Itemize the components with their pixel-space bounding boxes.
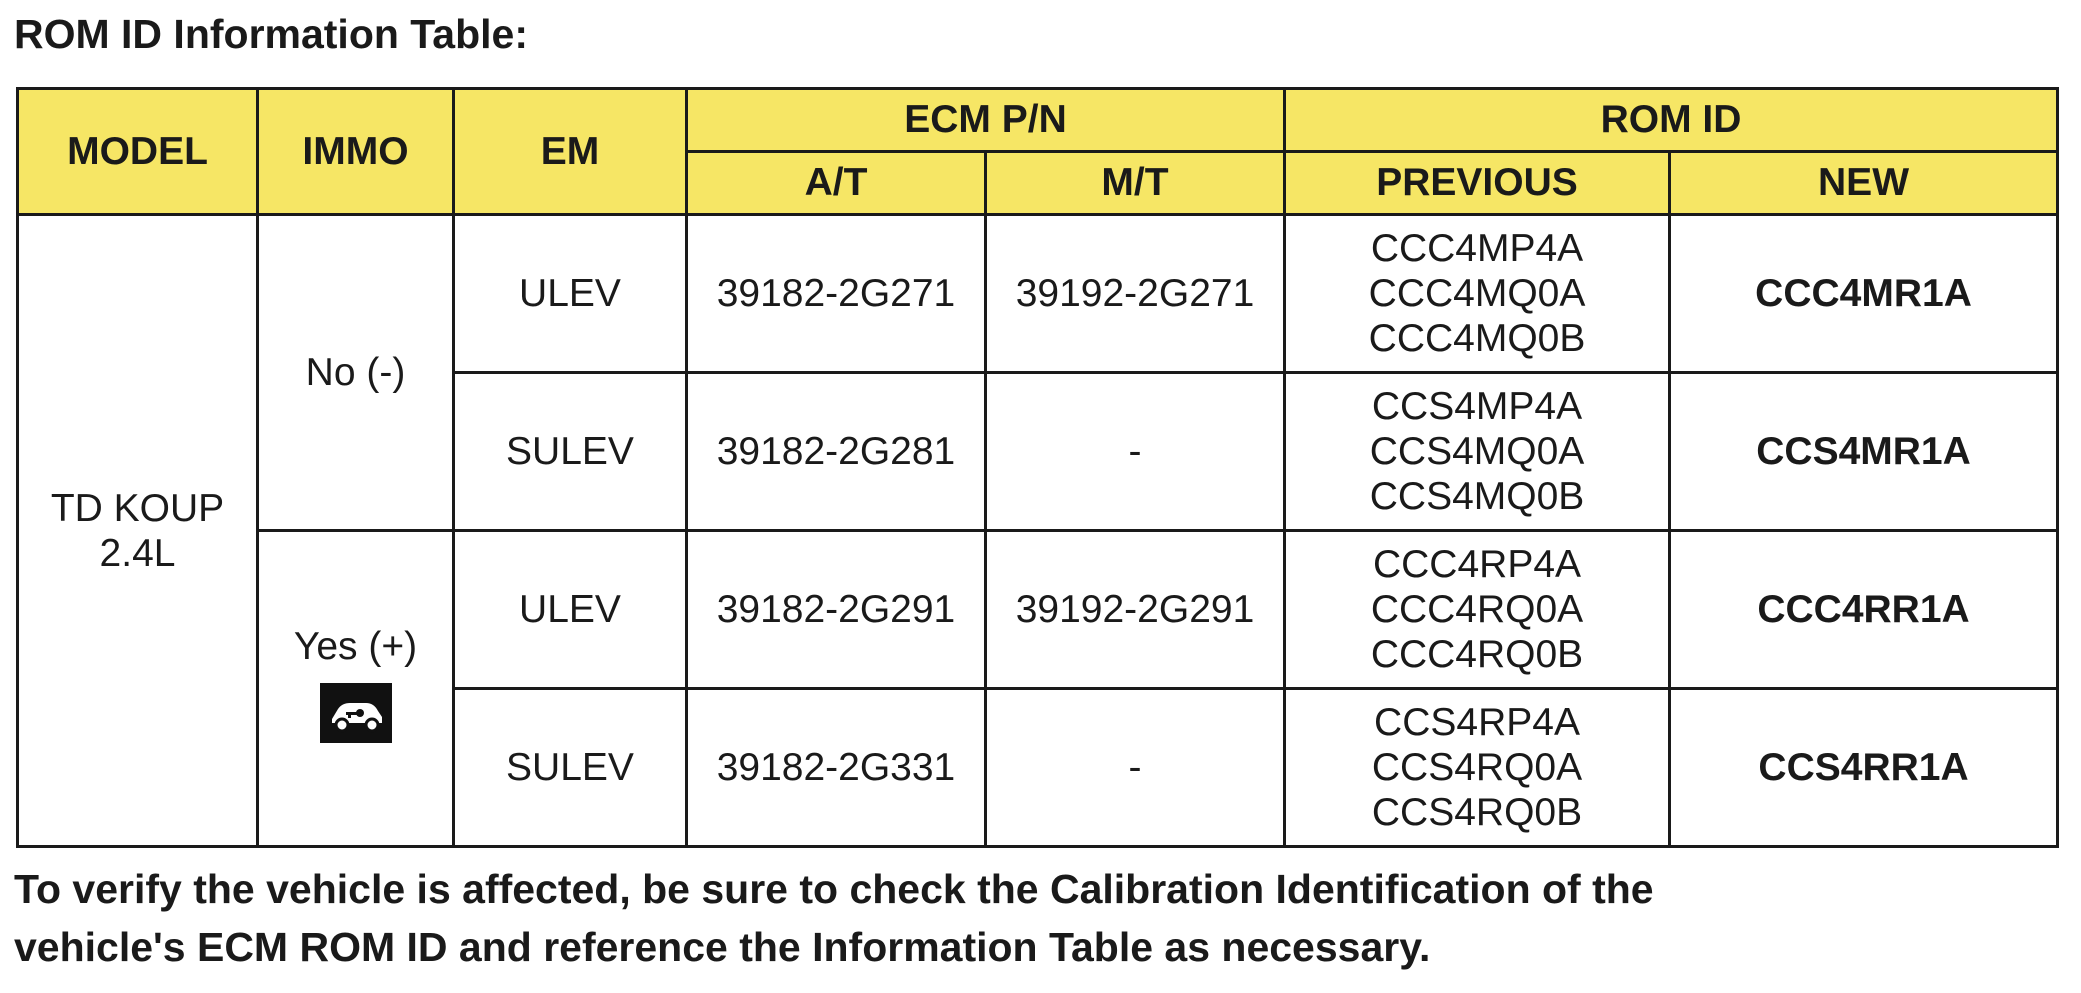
at-pn-cell: 39182-2G291	[687, 531, 986, 689]
em-cell: SULEV	[454, 689, 687, 847]
previous-rom-cell	[1285, 215, 1670, 373]
immo-yes-cell	[258, 531, 454, 847]
immo-no-cell: No (-)	[258, 215, 454, 531]
new-rom-cell: CCS4MR1A	[1670, 373, 2058, 531]
previous-rom-id: CCS4MP4A	[1371, 385, 1583, 428]
table-row	[18, 531, 2058, 689]
em-cell: ULEV	[454, 531, 687, 689]
new-rom-cell: CCC4RR1A	[1670, 531, 2058, 689]
model-name: TD KOUP	[50, 486, 225, 530]
new-rom-cell: CCS4RR1A	[1670, 689, 2058, 847]
rom-id-table	[16, 87, 2059, 848]
previous-rom-cell	[1285, 373, 1670, 531]
em-cell: SULEV	[454, 373, 687, 531]
mt-pn-cell: -	[986, 689, 1285, 847]
header-row-1	[18, 89, 2058, 152]
new-rom-cell: CCC4MR1A	[1670, 215, 2058, 373]
previous-rom-id: CCC4RQ0A	[1370, 588, 1584, 631]
immobilizer-key-car-icon	[320, 683, 392, 743]
previous-rom-id: CCS4RQ0A	[1371, 746, 1583, 789]
immo-yes-label: Yes (+)	[293, 625, 418, 668]
at-pn-cell: 39182-2G281	[687, 373, 986, 531]
mt-pn-cell: 39192-2G271	[986, 215, 1285, 373]
previous-rom-id: CCS4RQ0B	[1371, 791, 1583, 834]
previous-rom-cell	[1285, 531, 1670, 689]
previous-rom-cell	[1285, 689, 1670, 847]
previous-rom-id: CCS4RP4A	[1374, 701, 1580, 744]
previous-rom-id: CCS4MQ0A	[1369, 430, 1585, 473]
page-title: ROM ID Information Table:	[14, 11, 529, 57]
header-model: MODEL	[18, 89, 258, 215]
header-em: EM	[454, 89, 687, 215]
header-ecm-pn: ECM P/N	[687, 89, 1285, 152]
header-mt: M/T	[986, 152, 1285, 215]
header-rom-id: ROM ID	[1285, 89, 2058, 152]
model-cell	[18, 215, 258, 847]
header-previous: PREVIOUS	[1285, 152, 1670, 215]
header-immo: IMMO	[258, 89, 454, 215]
mt-pn-cell: 39192-2G291	[986, 531, 1285, 689]
previous-rom-id: CCC4MP4A	[1370, 227, 1584, 270]
table-row	[18, 215, 2058, 373]
previous-rom-id: CCC4RQ0B	[1370, 633, 1584, 676]
previous-rom-id: CCC4MQ0A	[1368, 272, 1586, 315]
previous-rom-id: CCS4MQ0B	[1369, 475, 1585, 518]
footer-note	[14, 860, 1654, 976]
at-pn-cell: 39182-2G331	[687, 689, 986, 847]
at-pn-cell: 39182-2G271	[687, 215, 986, 373]
model-engine: 2.4L	[99, 531, 176, 575]
footer-line: vehicle's ECM ROM ID and reference the Information Table as necessary.	[14, 924, 1431, 970]
mt-pn-cell: -	[986, 373, 1285, 531]
previous-rom-id: CCC4MQ0B	[1368, 317, 1586, 360]
footer-line: To verify the vehicle is affected, be sure to check the Calibration Identification of the	[14, 866, 1654, 912]
header-new: NEW	[1670, 152, 2058, 215]
previous-rom-id: CCC4RP4A	[1372, 543, 1582, 586]
header-at: A/T	[687, 152, 986, 215]
em-cell: ULEV	[454, 215, 687, 373]
